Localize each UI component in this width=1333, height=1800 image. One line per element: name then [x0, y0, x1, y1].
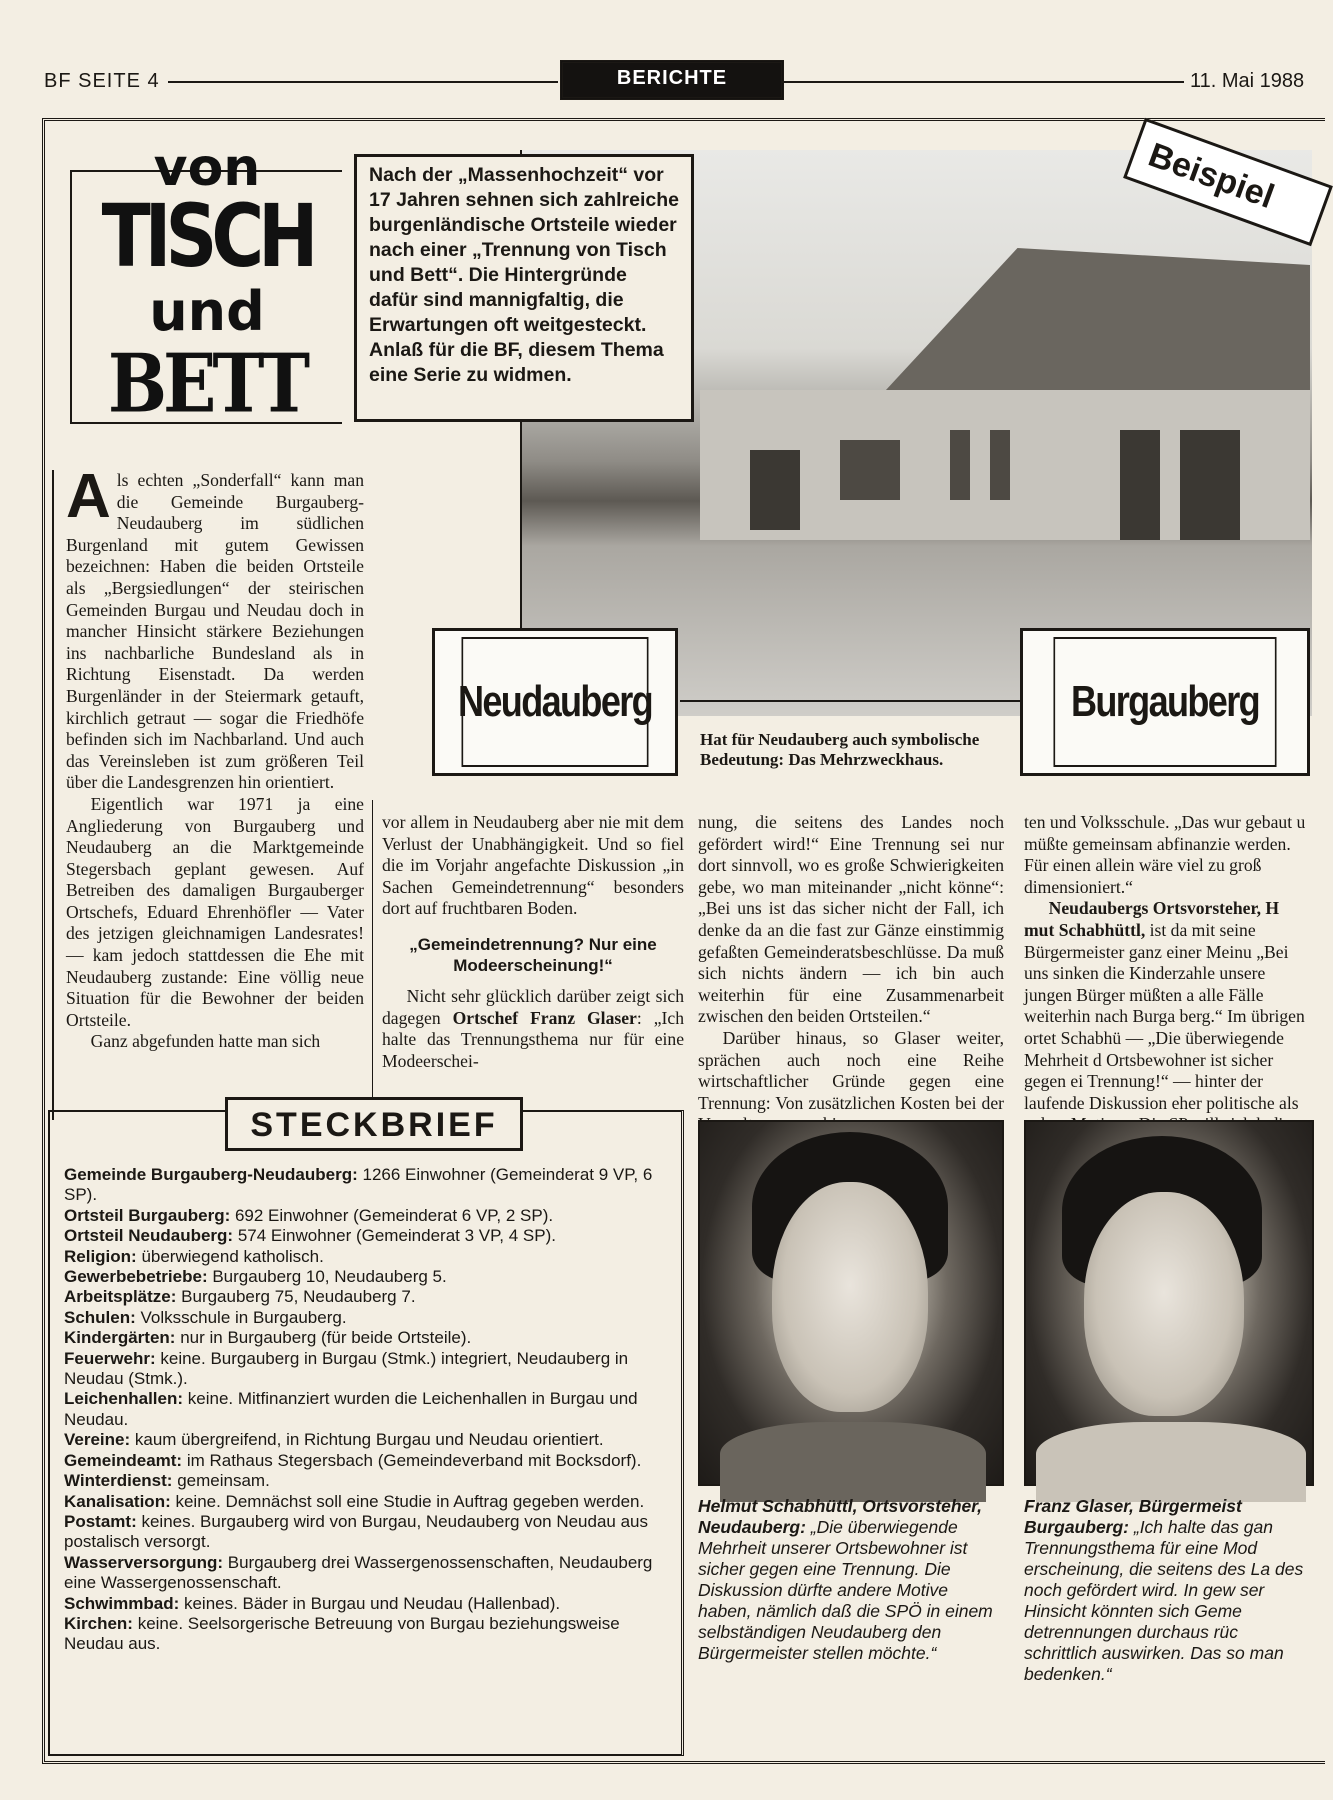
sign-burgauberg-label: Burgauberg: [1053, 637, 1276, 767]
steckbrief-title: STECKBRIEF: [225, 1097, 523, 1151]
page-label: BF SEITE 4: [44, 70, 160, 92]
header-rule-left: [168, 81, 558, 83]
portrait-caption-right: [1024, 1496, 1310, 1746]
article-column-3: [698, 812, 1004, 1158]
portrait-right-quote: „Ich halte das gan Trennungsthema für eine Mod erscheinung, die seitens des La des noch gefördert wird. In gew ser Hinsicht könnten sich Geme detrennungen durchaus rüc schrittlich auswirken. Das so man bedenken.“: [1024, 1517, 1304, 1684]
column-rule-1: [372, 800, 373, 1100]
fact-item: Religion: überwiegend katholisch.: [64, 1246, 324, 1266]
fact-item: Ortsteil Neudauberg: 574 Einwohner (Gemeinderat 3 VP, 4 SP).: [64, 1226, 556, 1246]
col1-paragraph-3: Ganz abgefunden hatte man sich: [90, 1031, 321, 1052]
fact-item: Schwimmbad: keines. Bäder in Burgau und Neudau (Hallenbad).: [64, 1593, 561, 1613]
portrait-glaser: [1024, 1120, 1314, 1486]
title-bett: BETT: [107, 335, 307, 432]
sign-burgauberg: [1020, 628, 1310, 776]
col1-paragraph-1: ls echten „Sonderfall“ kann man die Gemeinde Burgauberg-Neudauberg im südlichen Burgenland mit gutem Gewissen bezeichnen: Haben die beiden Ortsteile als „Bergsiedlungen“ der steirischen Gemeinden Burgau und Neudau doch in mancher Hinsicht stärkere Beziehungen ins nachbarliche Bundesland als in Richtung Eisenstadt. Da werden Burgenländer in der Steiermark getauft, kirchlich getraut — sogar die Friedhöfe befinden sich im Nachbarland. Und auch das Vereinsleben ist zum größeren Teil über die Landesgrenzen hin orientiert.: [66, 470, 364, 793]
fact-item: Winterdienst: gemeinsam.: [64, 1471, 270, 1491]
col4-p2-name: Neudaubergs Ortsvorsteher, H mut Schabhüttl,: [1024, 898, 1280, 940]
intro-box: Nach der „Massenhochzeit“ vor 17 Jahren sehnen sich zahlreiche burgenländische Ortsteile wieder nach einer „Trennung von Tisch und Bett“. Die Hintergründe dafür sind mannigfaltig, die Erwartungen oft weitgesteckt. Anlaß für die BF, diesem Thema eine Serie zu widmen.: [354, 154, 694, 422]
col3-paragraph-2: Darüber hinaus, so Glaser weiter, sprächen auch noch eine Reihe wirtschaftlicher Gründe gegen eine Trennung: Von zusätzlichen Kosten bei der: [698, 1027, 1004, 1113]
beispiel-stamp: Beispiel: [1123, 118, 1333, 247]
section-label: BERICHTE: [560, 60, 784, 100]
sign-neudauberg: [432, 628, 678, 776]
col2-paragraph-2: [382, 986, 684, 1072]
col4-p2-text: ist da mit seine Bürgermeister ganz einer Meinu „Bei uns sinken die Kinderzahle unsere jungen Bürger müßten a alle Fälle weiterhin nach Burga berg.“ Im übrigen ortet Schabhü — „Die überwiegende Mehrheit d Ortsbewohner ist sicher gegen ei Trennung!“ — hinter der laufende Diskussion eher politische als: [1024, 919, 1305, 1113]
drop-cap: A: [66, 462, 111, 531]
fact-item: Schulen: Volksschule in Burgauberg.: [64, 1307, 347, 1327]
sign-neudauberg-label: Neudauberg: [462, 637, 649, 767]
fact-item: Kindergärten: nur in Burgauberg (für beide Ortsteile).: [64, 1328, 472, 1348]
fact-item: Arbeitsplätze: Burgauberg 75, Neudauberg 7.: [64, 1287, 416, 1307]
article-column-2: [382, 812, 684, 1072]
col2-p2-quote: : „Ich halte das Trennungsthema nur für eine Modeerschei-: [382, 1007, 684, 1071]
fact-item: Vereine: kaum übergreifend, in Richtung Burgau und Neudau orientiert.: [64, 1430, 604, 1450]
portrait-schabhuettl: [698, 1120, 1004, 1486]
title-von: von: [153, 138, 261, 198]
portrait-left-quote: „Die überwiegende Mehrheit unserer Ortsbewohner ist sicher gegen eine Trennung. Die Diskussion dürfte andere Motive haben, nämlich daß die SPÖ in einem selbständigen Neudauberg den Bürgermeister stellen möchte.“: [698, 1517, 993, 1663]
col4-paragraph-1: ten und Volksschule. „Das wur gebaut u müßte gemeinsam abfinanzie werden. Für einen allein wäre viel zu groß dimensioniert.“: [1024, 812, 1306, 897]
col2-subhead: „Gemeindetrennung? Nur eine Modeerscheinung!“: [409, 934, 657, 975]
article-column-4: [1024, 812, 1310, 1113]
title-box: [70, 138, 342, 432]
fact-item: Kanalisation: keine. Demnächst soll eine Studie in Auftrag gegeben werden.: [64, 1491, 645, 1511]
fact-item: Gemeinde Burgauberg-Neudauberg: 1266 Einwohner (Gemeinderat 9 VP, 6 SP).: [64, 1165, 653, 1205]
sign-connector: [680, 700, 1020, 702]
fact-item: Gemeindeamt: im Rathaus Stegersbach (Gemeindeverband mit Bocksdorf).: [64, 1450, 642, 1470]
col3-paragraph-1: nung, die seitens des Landes noch gefördert wird!“ Eine Trennung sei nur dort sinnvoll, wo es große Schwierigkeiten gebe, wo man miteinander „nicht könne“: „Bei uns ist das sicher nicht der Fall, ich denke da an die fast zur Gänze einstimmig gefaßten Gemeinderatsbeschlüsse. Da muß sich nichts ändern — ich bin auch weiterhin für eine Zusammenarbeit zwischen den beiden Ortsteilen.“: [698, 812, 1004, 1027]
steckbrief-facts: [64, 1165, 664, 1655]
col2-p2-name: Ortschef Franz Glaser: [452, 1007, 637, 1028]
fact-item: Kirchen: keine. Seelsorgerische Betreuung von Burgau beziehungsweise Neudau aus.: [64, 1613, 620, 1654]
col1-paragraph-2: Eigentlich war 1971 ja eine Angliederung von Burgauberg und Neudauberg an die Marktgemeinde Stegersbach geplant gewesen. Auf Betreiben des damaligen Burgauberger Ortschefs, Eduard Ehrenhöfler — Vater des jetzigen gleichnamigen Landesrates! — kam jedoch stattdessen die Ehe mit Neudauberg zustande: Eine völlig neue Situation für die Bewohner der beiden Ortsteile.: [66, 793, 364, 1030]
photo-caption: Hat für Neudauberg auch symbolische Bedeutung: Das Mehrzweckhaus.: [700, 730, 980, 769]
header-rule-right: [782, 81, 1184, 83]
issue-date: 11. Mai 1988: [1190, 70, 1305, 92]
title-und: und: [149, 280, 265, 343]
title-tisch: TISCH: [101, 185, 313, 287]
article-column-1: [66, 462, 364, 1053]
house-wall-shape: [700, 390, 1310, 540]
fact-item: Wasserversorgung: Burgauberg drei Wassergenossenschaften, Neudauberg eine Wassergenossenschaft.: [64, 1552, 653, 1593]
col2-p2-text: Nicht sehr glücklich darüber zeigt sich dagegen: [382, 985, 684, 1028]
fact-item: Gewerbebetriebe: Burgauberg 10, Neudauberg 5.: [64, 1267, 447, 1287]
portrait-right-name: Franz Glaser, Bürgermeist Burgauberg:: [1024, 1496, 1242, 1537]
fact-item: Feuerwehr: keine. Burgauberg in Burgau (Stmk.) integriert, Neudauberg in Neudau (Stmk.).: [64, 1348, 629, 1389]
fact-item: Leichenhallen: keine. Mitfinanziert wurden die Leichenhallen in Burgau und Neudau.: [64, 1389, 638, 1429]
fact-item: Ortsteil Burgauberg: 692 Einwohner (Gemeinderat 6 VP, 2 SP).: [64, 1205, 554, 1225]
portrait-left-name: Helmut Schabhüttl, Ortsvorsteher, Neudauberg:: [698, 1496, 982, 1537]
column-rule-left: [52, 470, 54, 1120]
fact-item: Postamt: keines. Burgauberg wird von Burgau, Neudauberg von Neudau aus postalisch versorgt.: [64, 1511, 649, 1552]
col2-paragraph-1: vor allem in Neudauberg aber nie mit dem Verlust der Unabhängigkeit. Und so fiel die im Vorjahr angefachte Diskussion „in Sachen Gemeindetrennung“ besonders dort auf fruchtbaren Boden.: [382, 812, 684, 919]
portrait-caption-left: [698, 1496, 1004, 1664]
